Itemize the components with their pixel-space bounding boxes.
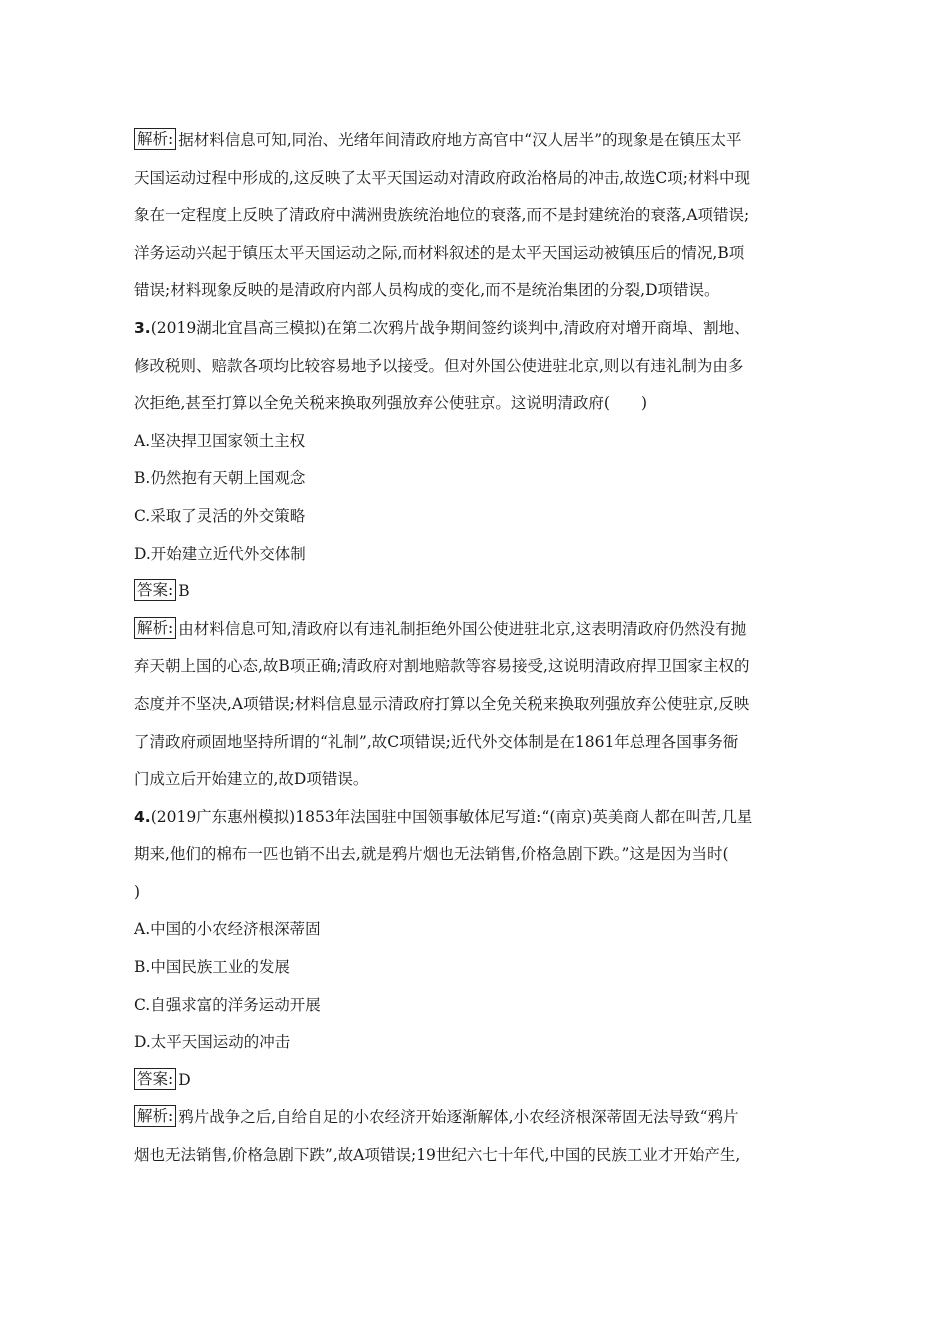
question-number: 3. [134,318,151,337]
question-stem-line: 修改税则、赔款各项均比较容易地予以接受。但对外国公使进驻北京,则以有违礼制为由多 [134,356,744,375]
answer-line [134,1062,820,1100]
option-c: C.采取了灵活的外交策略 [134,506,306,525]
option-b: B.仍然抱有天朝上国观念 [134,469,306,488]
text-line: 解析: 由材料信息可知,清政府以有违礼制拒绝外国公使进驻北京,这表明清政府仍然没有抛 [134,611,820,649]
text-line: 错误;材料现象反映的是清政府内部人员构成的变化,而不是统治集团的分裂,D项错误。 [134,281,720,300]
option-d: D.太平天国运动的冲击 [134,1033,291,1052]
text-line: 象在一定程度上反映了清政府中满洲贵族统治地位的衰落,而不是封建统治的衰落,A项错误; [134,206,750,225]
option-d: D.开始建立近代外交体制 [134,544,306,563]
option-a: A.坚决捍卫国家领土主权 [134,431,306,450]
question-stem-line: 期来,他们的棉布一匹也销不出去,就是鸦片烟也无法销售,价格急剧下跌。”这是因为当时( [134,845,729,864]
answer-line [134,573,820,611]
text-line: 洋务运动兴起于镇压太平天国运动之际,而材料叙述的是太平天国运动被镇压后的情况,B项 [134,243,745,262]
question-3 [134,310,820,799]
question-stem-line: 次拒绝,甚至打算以全免关税来换取列强放弃公使驻京。这说明清政府( ) [134,394,648,413]
text-line: 门成立后开始建立的,故D项错误。 [134,770,369,789]
text-line: 态度并不坚决,A项错误;材料信息显示清政府打算以全免关税来换取列强放弃公使驻京,反映 [134,694,750,713]
text-line: 弃天朝上国的心态,故B项正确;清政府对割地赔款等容易接受,这说明清政府捍卫国家主权的 [134,657,750,676]
analysis-label: 解析: [134,617,176,639]
question-stem-line: 4.(2019广东惠州模拟)1853年法国驻中国领事敏体尼写道:“(南京)英美商人都在叫苦,几星 [134,807,753,826]
analysis-label: 解析: [134,1105,176,1127]
answer-value: B [178,582,190,601]
text-line: 解析: 鸦片战争之后,自给自足的小农经济开始逐渐解体,小农经济根深蒂固无法导致“鸦片 [134,1099,820,1137]
question-stem-line: 3.(2019湖北宜昌高三模拟)在第二次鸦片战争期间签约谈判中,清政府对增开商埠、割地、 [134,318,750,337]
option-a: A.中国的小农经济根深蒂固 [134,920,321,939]
analysis-label: 解析: [134,128,176,150]
text-line: 天国运动过程中形成的,这反映了太平天国运动对清政府政治格局的冲击,故选C项;材料中现 [134,168,750,187]
text-line: 了清政府顽固地坚持所谓的“礼制”,故C项错误;近代外交体制是在1861年总理各国事务衙 [134,732,739,751]
answer-label: 答案: [134,1068,176,1090]
analysis-block-q2 [134,122,820,310]
option-c: C.自强求富的洋务运动开展 [134,995,321,1014]
text-line: 解析: 据材料信息可知,同治、光绪年间清政府地方高官中“汉人居半”的现象是在镇压太平 [134,122,820,160]
text-line: 烟也无法销售,价格急剧下跌”,故A项错误;19世纪六七十年代,中国的民族工业才开始产生, [134,1146,741,1165]
document-page [134,122,820,1175]
question-4 [134,799,820,1175]
question-number: 4. [134,807,151,826]
option-b: B.中国民族工业的发展 [134,958,290,977]
question-stem-line: ) [134,882,141,901]
answer-value: D [178,1070,191,1089]
answer-label: 答案: [134,579,176,601]
